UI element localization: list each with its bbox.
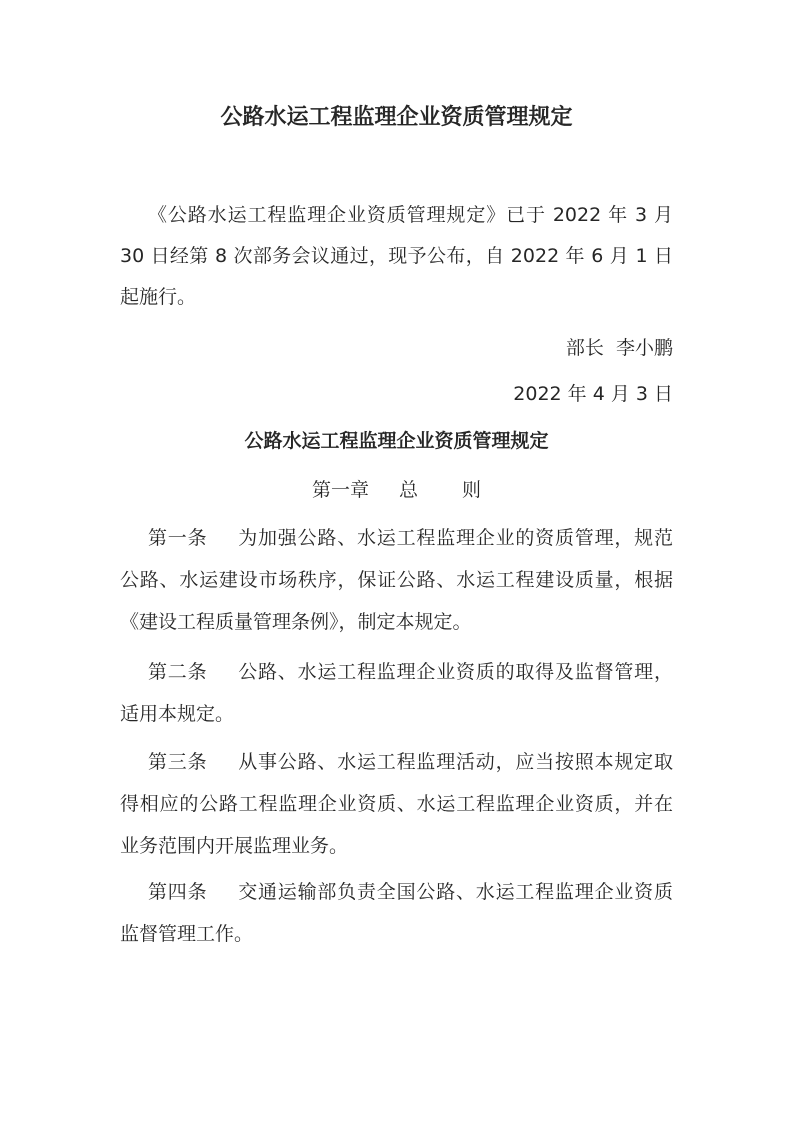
chapter-name-1: 总 <box>398 479 418 501</box>
article-text: 从事公路、水运工程监理活动，应当按照本规定取 <box>237 751 673 773</box>
article-4-line <box>120 880 673 904</box>
announcement-line: 起施行。 <box>120 286 197 308</box>
chapter-name-2: 则 <box>462 479 482 501</box>
chapter-number: 第一章 <box>311 479 369 501</box>
article-3-line: 得相应的公路工程监理企业资质、水运工程监理企业资质，并在 <box>120 793 673 815</box>
article-1-line: 《建设工程质量管理条例》，制定本规定。 <box>120 611 472 633</box>
article-label: 第三条 <box>148 751 208 773</box>
document-title: 公路水运工程监理企业资质管理规定 <box>220 105 573 130</box>
article-1-line <box>120 526 673 550</box>
article-3-line: 业务范围内开展监理业务。 <box>120 835 349 857</box>
article-label: 第一条 <box>148 527 208 549</box>
announcement-date: 2022 年 4 月 3 日 <box>513 383 673 405</box>
article-label: 第二条 <box>148 661 208 683</box>
announcement-line: 《公路水运工程监理企业资质管理规定》已于 2022 年 3 月 <box>148 204 673 226</box>
chapter-heading <box>120 478 673 502</box>
article-text: 为加强公路、水运工程监理企业的资质管理，规范 <box>237 527 673 549</box>
signer: 部长 李小鹏 <box>565 337 673 359</box>
article-2-line <box>120 660 673 684</box>
announcement-line: 30 日经第 8 次部务会议通过，现予公布，自 2022 年 6 月 1 日 <box>120 245 673 267</box>
article-2-line: 适用本规定。 <box>120 703 235 725</box>
article-text: 公路、水运工程监理企业资质的取得及监督管理， <box>237 661 673 683</box>
subtitle: 公路水运工程监理企业资质管理规定 <box>244 430 549 452</box>
article-4-line: 监督管理工作。 <box>120 923 254 945</box>
article-3-line <box>120 750 673 774</box>
article-text: 交通运输部负责全国公路、水运工程监理企业资质 <box>237 881 673 903</box>
article-1-line: 公路、水运建设市场秩序，保证公路、水运工程建设质量，根据 <box>120 569 673 591</box>
article-label: 第四条 <box>148 881 208 903</box>
